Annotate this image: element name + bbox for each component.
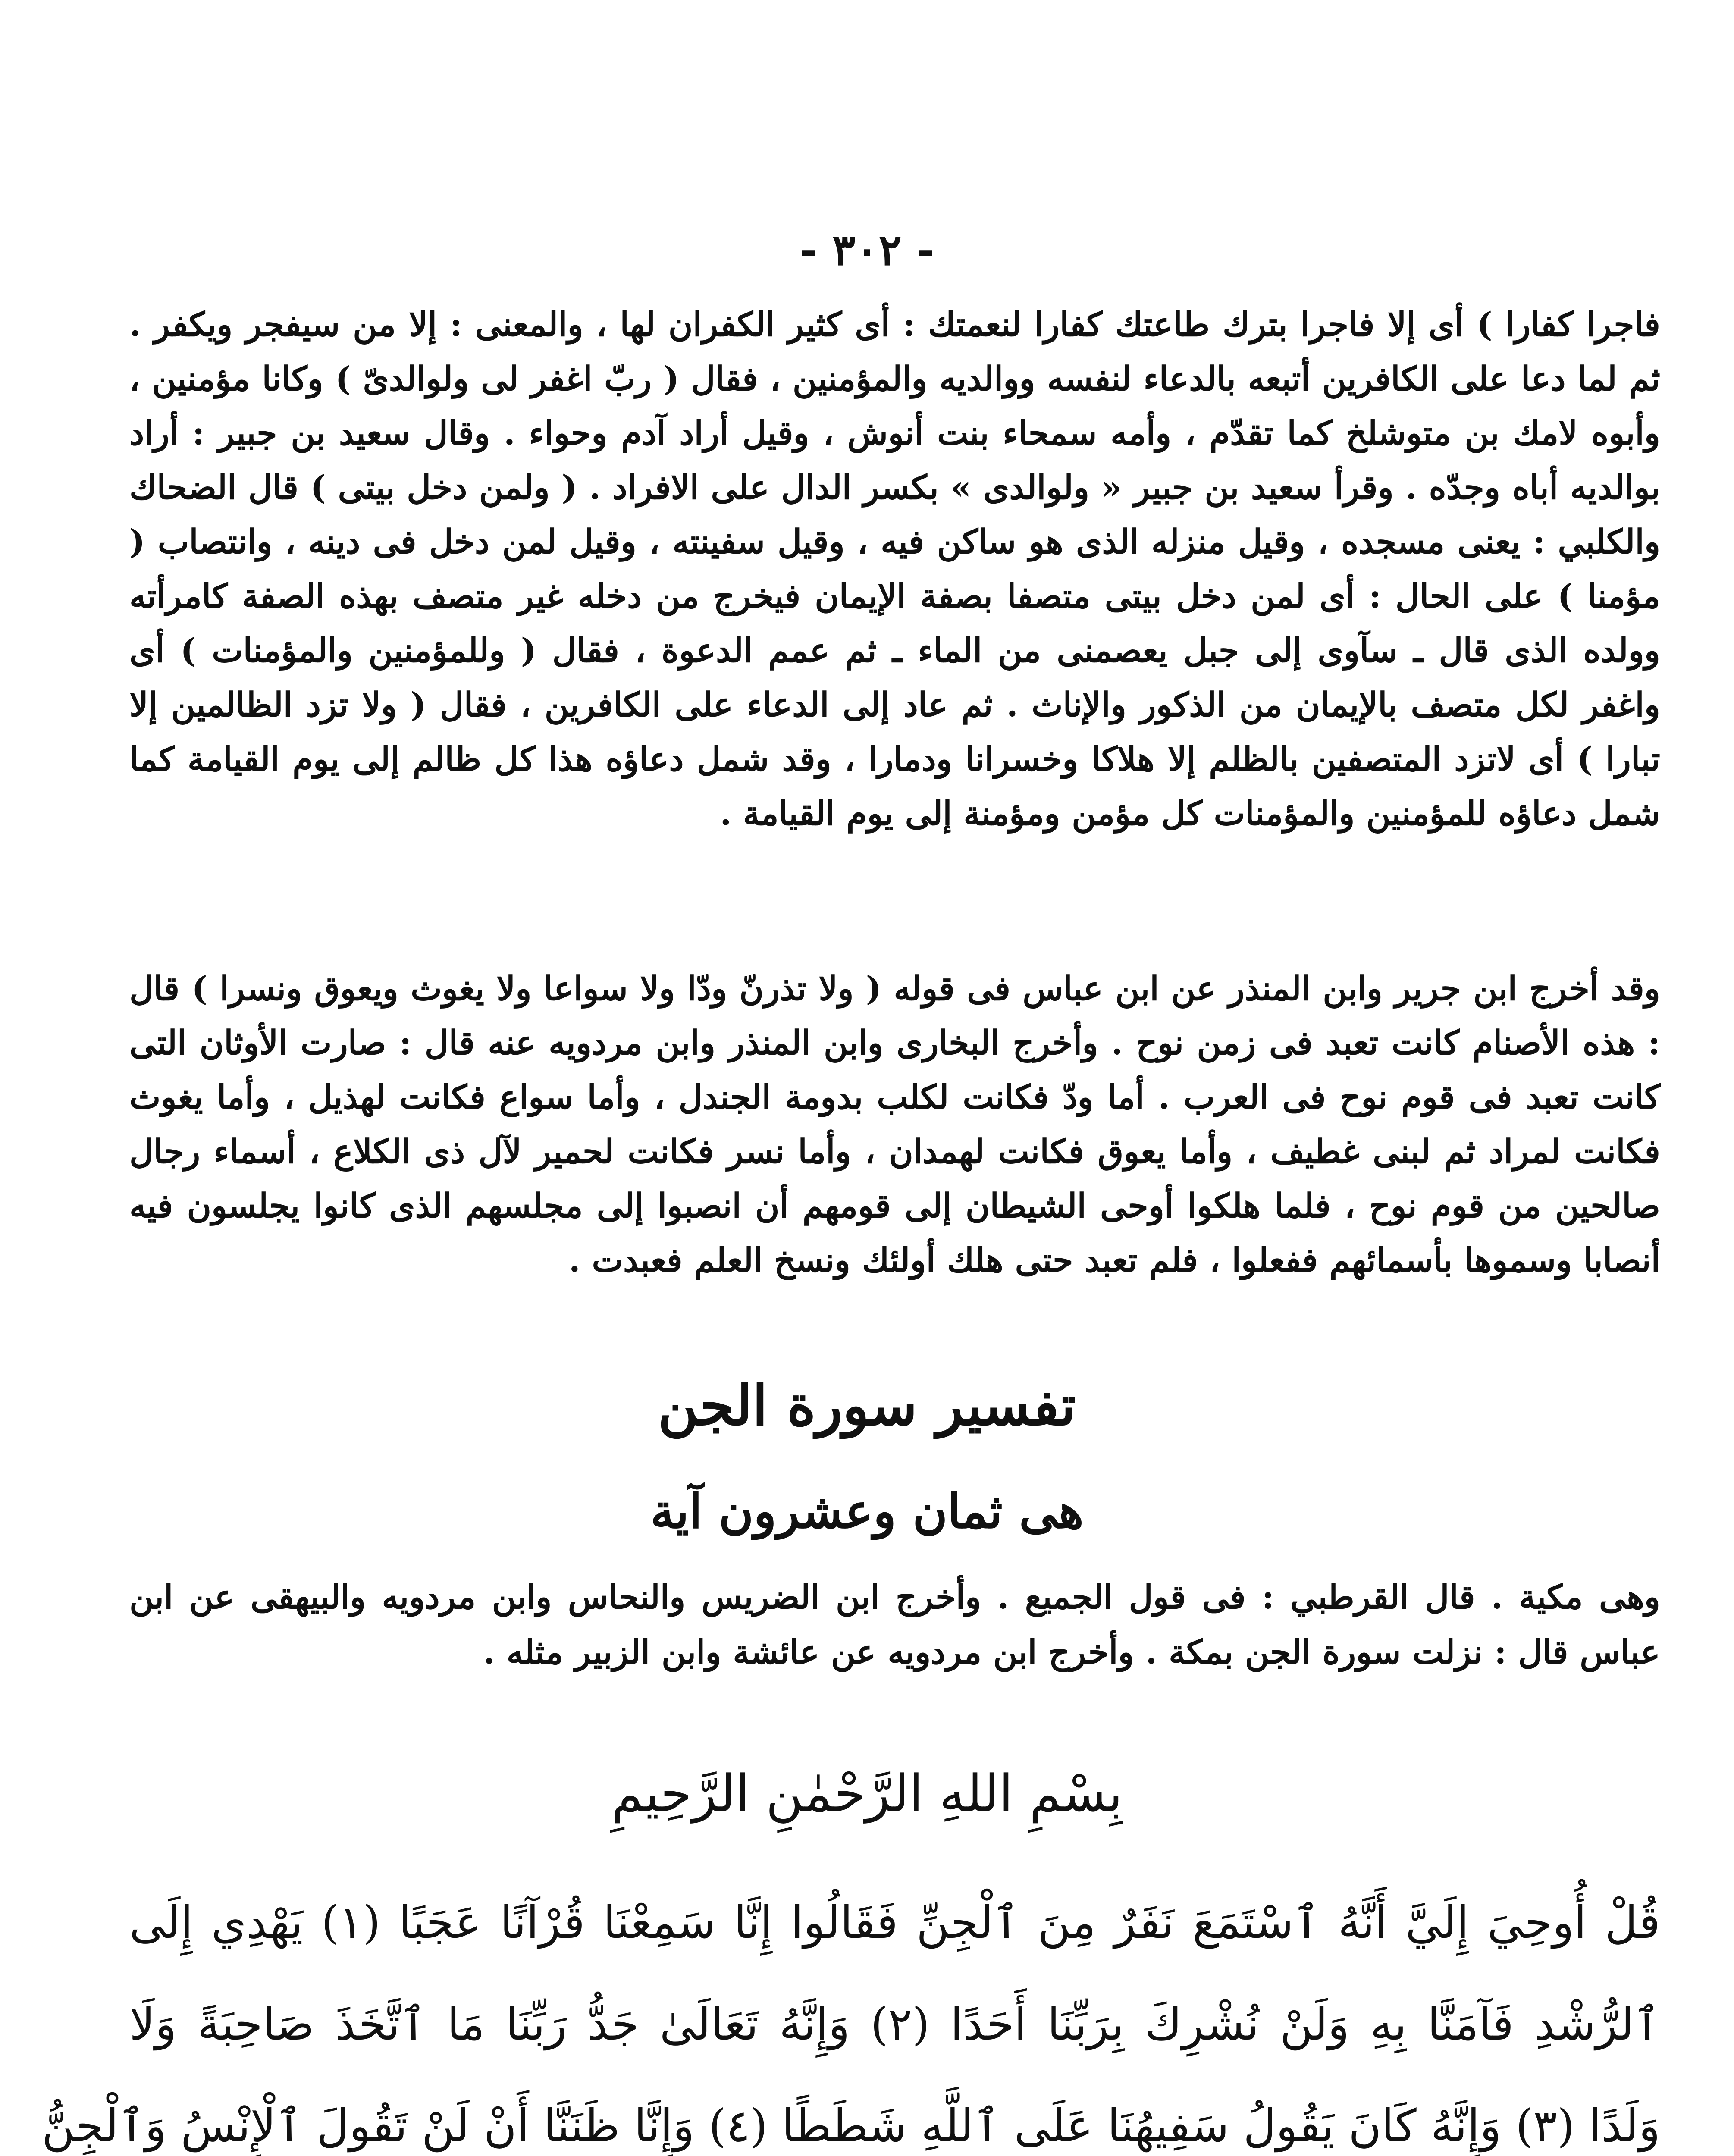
quran-verses <box>41 1871 1660 2156</box>
quran-line: ٱلرُّشْدِ فَآمَنَّا بِهِ وَلَنْ نُشْرِكَ بِرَبِّنَا أَحَدًا (٢) وَإِنَّهُ تَعَالَىٰ جَدُّ رَبِّنَا مَا ٱتَّخَذَ صَاحِبَةً وَلَا <box>129 1998 1660 2050</box>
commentary-text: وقد أخرج ابن جرير وابن المنذر عن ابن عباس فى قوله ( ولا تذرنّ ودّا ولا سواعا ولا يغوث ويعوق ونسرا ) قال : هذه الأصنام كانت تعبد فى زمن نوح . وأخرج البخارى وابن المنذر وابن مردويه عنه قال : صارت الأوثان التى كانت تعبد فى قوم نوح فى العرب . أما ودّ فكانت لكلب بدومة الجندل ، وأما سواع فكانت لهذيل ، وأما يغوث فكانت لمراد ثم لبنى غطيف ، وأما يعوق فكانت لهمدان ، وأما نسر فكانت لحمير لآل ذى الكلاع ، أسماء رجال صالحين من قوم نوح ، فلما هلكوا أوحى الشيطان إلى قومهم أن انصبوا إلى مجلسهم الذى كانوا يجلسون فيه أنصابا وسموها بأسمائهم ففعلوا ، فلم تعبد حتى هلك أولئك ونسخ العلم فعبدت . <box>129 969 1660 1280</box>
surah-title: تفسير سورة الجن <box>658 1373 1076 1438</box>
page-number: - ٣٠٢ - <box>799 224 935 275</box>
quran-line: قُلْ أُوحِيَ إِلَيَّ أَنَّهُ ٱسْتَمَعَ نَفَرٌ مِنَ ٱلْجِنِّ فَقَالُوا إِنَّا سَمِعْنَا قُرْآنًا عَجَبًا (١) يَهْدِي إِلَى <box>129 1896 1660 1949</box>
surah-intro <box>129 1570 1660 1680</box>
commentary-paragraph-idols <box>129 962 1660 1288</box>
quran-line: وَلَدًا (٣) وَإِنَّهُ كَانَ يَقُولُ سَفِيهُنَا عَلَى ٱللَّهِ شَطَطًا (٤) وَإِنَّا ظَنَنَّا أَنْ لَنْ تَقُولَ ٱلْإِنْسُ وَٱلْجِنُّ <box>41 2100 1660 2152</box>
verse-count: هى ثمان وعشرون آية <box>650 1483 1084 1539</box>
commentary-paragraph-nuh <box>129 298 1660 841</box>
basmala: بِسْمِ اللهِ الرَّحْمٰنِ الرَّحِيمِ <box>611 1764 1123 1823</box>
commentary-text: فاجرا كفارا ) أى إلا فاجرا بترك طاعتك كفارا لنعمتك : أى كثير الكفران لها ، والمعنى : إلا من سيفجر ويكفر . ثم لما دعا على الكافرين أتبعه بالدعاء لنفسه ووالديه والمؤمنين ، فقال ( ربّ اغفر لى ولوالدىّ ) وكانا مؤمنين ، وأبوه لامك بن متوشلخ كما تقدّم ، وأمه سمحاء بنت أنوش ، وقيل أراد آدم وحواء . وقال سعيد بن جبير : أراد بوالديه أباه وجدّه . وقرأ سعيد بن جبير « ولوالدى » بكسر الدال على الافراد . ( ولمن دخل بيتى ) قال الضحاك والكلبي : يعنى مسجده ، وقيل منزله الذى هو ساكن فيه ، وقيل سفينته ، وقيل لمن دخل فى دينه ، وانتصاب ( مؤمنا ) على الحال : أى لمن دخل بيتى متصفا بصفة الإيمان فيخرج من دخله غير متصف بهذه الصفة كامرأته وولده الذى قال ـ سآوى إلى جبل يعصمنى من الماء ـ ثم عمم الدعوة ، فقال ( وللمؤمنين والمؤمنات ) أى واغفر لكل متصف بالإيمان من الذكور والإناث . ثم عاد إلى الدعاء على الكافرين ، فقال ( ولا تزد الظالمين إلا تبارا ) أى لاتزد المتصفين بالظلم إلا هلاكا وخسرانا ودمارا ، وقد شمل دعاؤه هذا كل ظالم إلى يوم القيامة كما شمل دعاؤه للمؤمنين والمؤمنات كل مؤمن ومؤمنة إلى يوم القيامة . <box>129 305 1660 833</box>
surah-intro-text: وهى مكية . قال القرطبي : فى قول الجميع . وأخرج ابن الضريس والنحاس وابن مردويه والبيهقى عن ابن عباس قال : نزلت سورة الجن بمكة . وأخرج ابن مردويه عن عائشة وابن الزبير مثله . <box>129 1578 1660 1672</box>
